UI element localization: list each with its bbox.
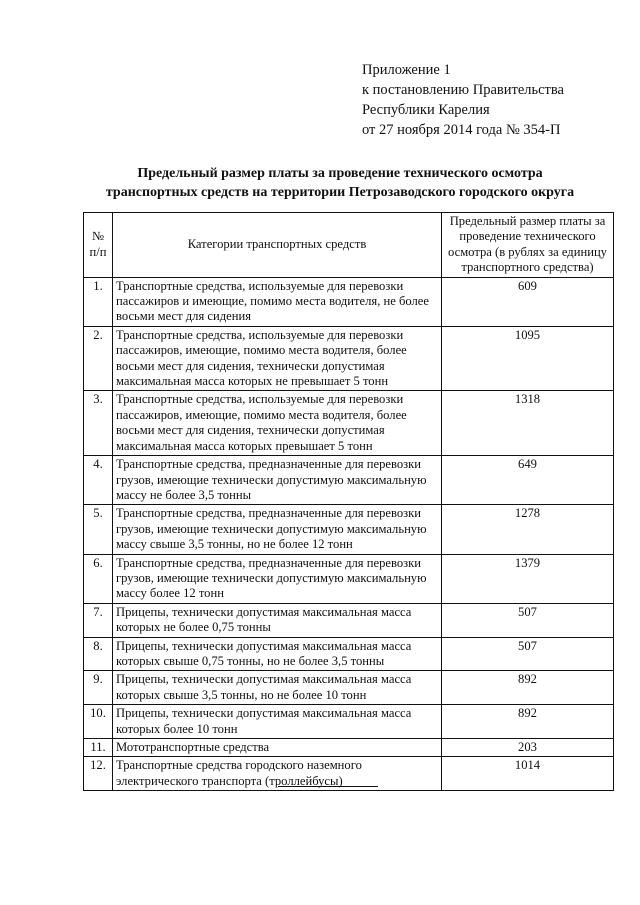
table-row [84,277,614,326]
row-number: 10. [84,705,113,739]
annex-title: Приложение 1 [362,62,451,78]
document-title-line-1: Предельный размер платы за проведение технического осмотра [137,166,543,181]
row-number: 9. [84,671,113,705]
row-number: 12. [84,757,113,791]
row-number: 7. [84,603,113,637]
header-category: Категории транспортных средств [113,213,442,278]
table-row [84,739,614,757]
table-header-row [84,213,614,278]
row-number: 2. [84,326,113,391]
row-number: 3. [84,391,113,456]
annex-reference: к постановлению Правительства [362,82,564,98]
table-row [84,391,614,456]
table-row [84,603,614,637]
header-number: № п/п [84,213,113,278]
row-category: Транспортные средства, используемые для перевозки пассажиров, имеющие, помимо места водителя, более восьми мест для сидения, технически допустимая максимальная масса которых превышает 5 тонн [113,391,442,456]
annex-date: от 27 ноября 2014 года № 354-П [362,122,561,138]
row-number: 11. [84,739,113,757]
table-row [84,705,614,739]
row-number: 4. [84,456,113,505]
row-fee: 1379 [442,554,614,603]
row-number: 5. [84,505,113,554]
document-title [80,164,600,202]
row-category: Транспортные средства, предназначенные для перевозки грузов, имеющие технически допустимую максимальную массу более 12 тонн [113,554,442,603]
row-fee: 609 [442,277,614,326]
row-fee: 507 [442,637,614,671]
table-row [84,554,614,603]
row-fee: 649 [442,456,614,505]
row-category: Транспортные средства городского наземного электрического транспорта (троллейбусы) [113,757,442,791]
row-fee: 1095 [442,326,614,391]
fees-table [83,212,614,791]
row-fee: 1278 [442,505,614,554]
table-row [84,326,614,391]
closing-divider [278,786,378,787]
row-category: Транспортные средства, предназначенные для перевозки грузов, имеющие технически допустимую максимальную массу свыше 3,5 тонны, но не более 12 тонн [113,505,442,554]
row-number: 1. [84,277,113,326]
row-category: Транспортные средства, используемые для перевозки пассажиров, имеющие, помимо места водителя, более восьми мест для сидения, технически допустимая максимальная масса которых не превышает 5 тонн [113,326,442,391]
annex-block [362,60,564,140]
row-category: Транспортные средства, предназначенные для перевозки грузов, имеющие технически допустимую максимальную массу не более 3,5 тонны [113,456,442,505]
row-fee: 892 [442,705,614,739]
header-fee: Предельный размер платы за проведение технического осмотра (в рублях за единицу транспортного средства) [442,213,614,278]
annex-republic: Республики Карелия [362,102,490,118]
table-row [84,505,614,554]
row-category: Мототранспортные средства [113,739,442,757]
row-fee: 1014 [442,757,614,791]
row-category: Прицепы, технически допустимая максимальная масса которых свыше 0,75 тонны, но не более 3,5 тонны [113,637,442,671]
table-row [84,671,614,705]
row-fee: 1318 [442,391,614,456]
row-fee: 507 [442,603,614,637]
table-row [84,456,614,505]
table-row [84,637,614,671]
row-fee: 203 [442,739,614,757]
row-category: Прицепы, технически допустимая максимальная масса которых не более 0,75 тонны [113,603,442,637]
row-category: Транспортные средства, используемые для перевозки пассажиров и имеющие, помимо места водителя, не более восьми мест для сидения [113,277,442,326]
row-category: Прицепы, технически допустимая максимальная масса которых более 10 тонн [113,705,442,739]
row-number: 6. [84,554,113,603]
row-category: Прицепы, технически допустимая максимальная масса которых свыше 3,5 тонны, но не более 10 тонн [113,671,442,705]
document-title-line-2: транспортных средств на территории Петрозаводского городского округа [105,185,575,200]
row-fee: 892 [442,671,614,705]
row-number: 8. [84,637,113,671]
